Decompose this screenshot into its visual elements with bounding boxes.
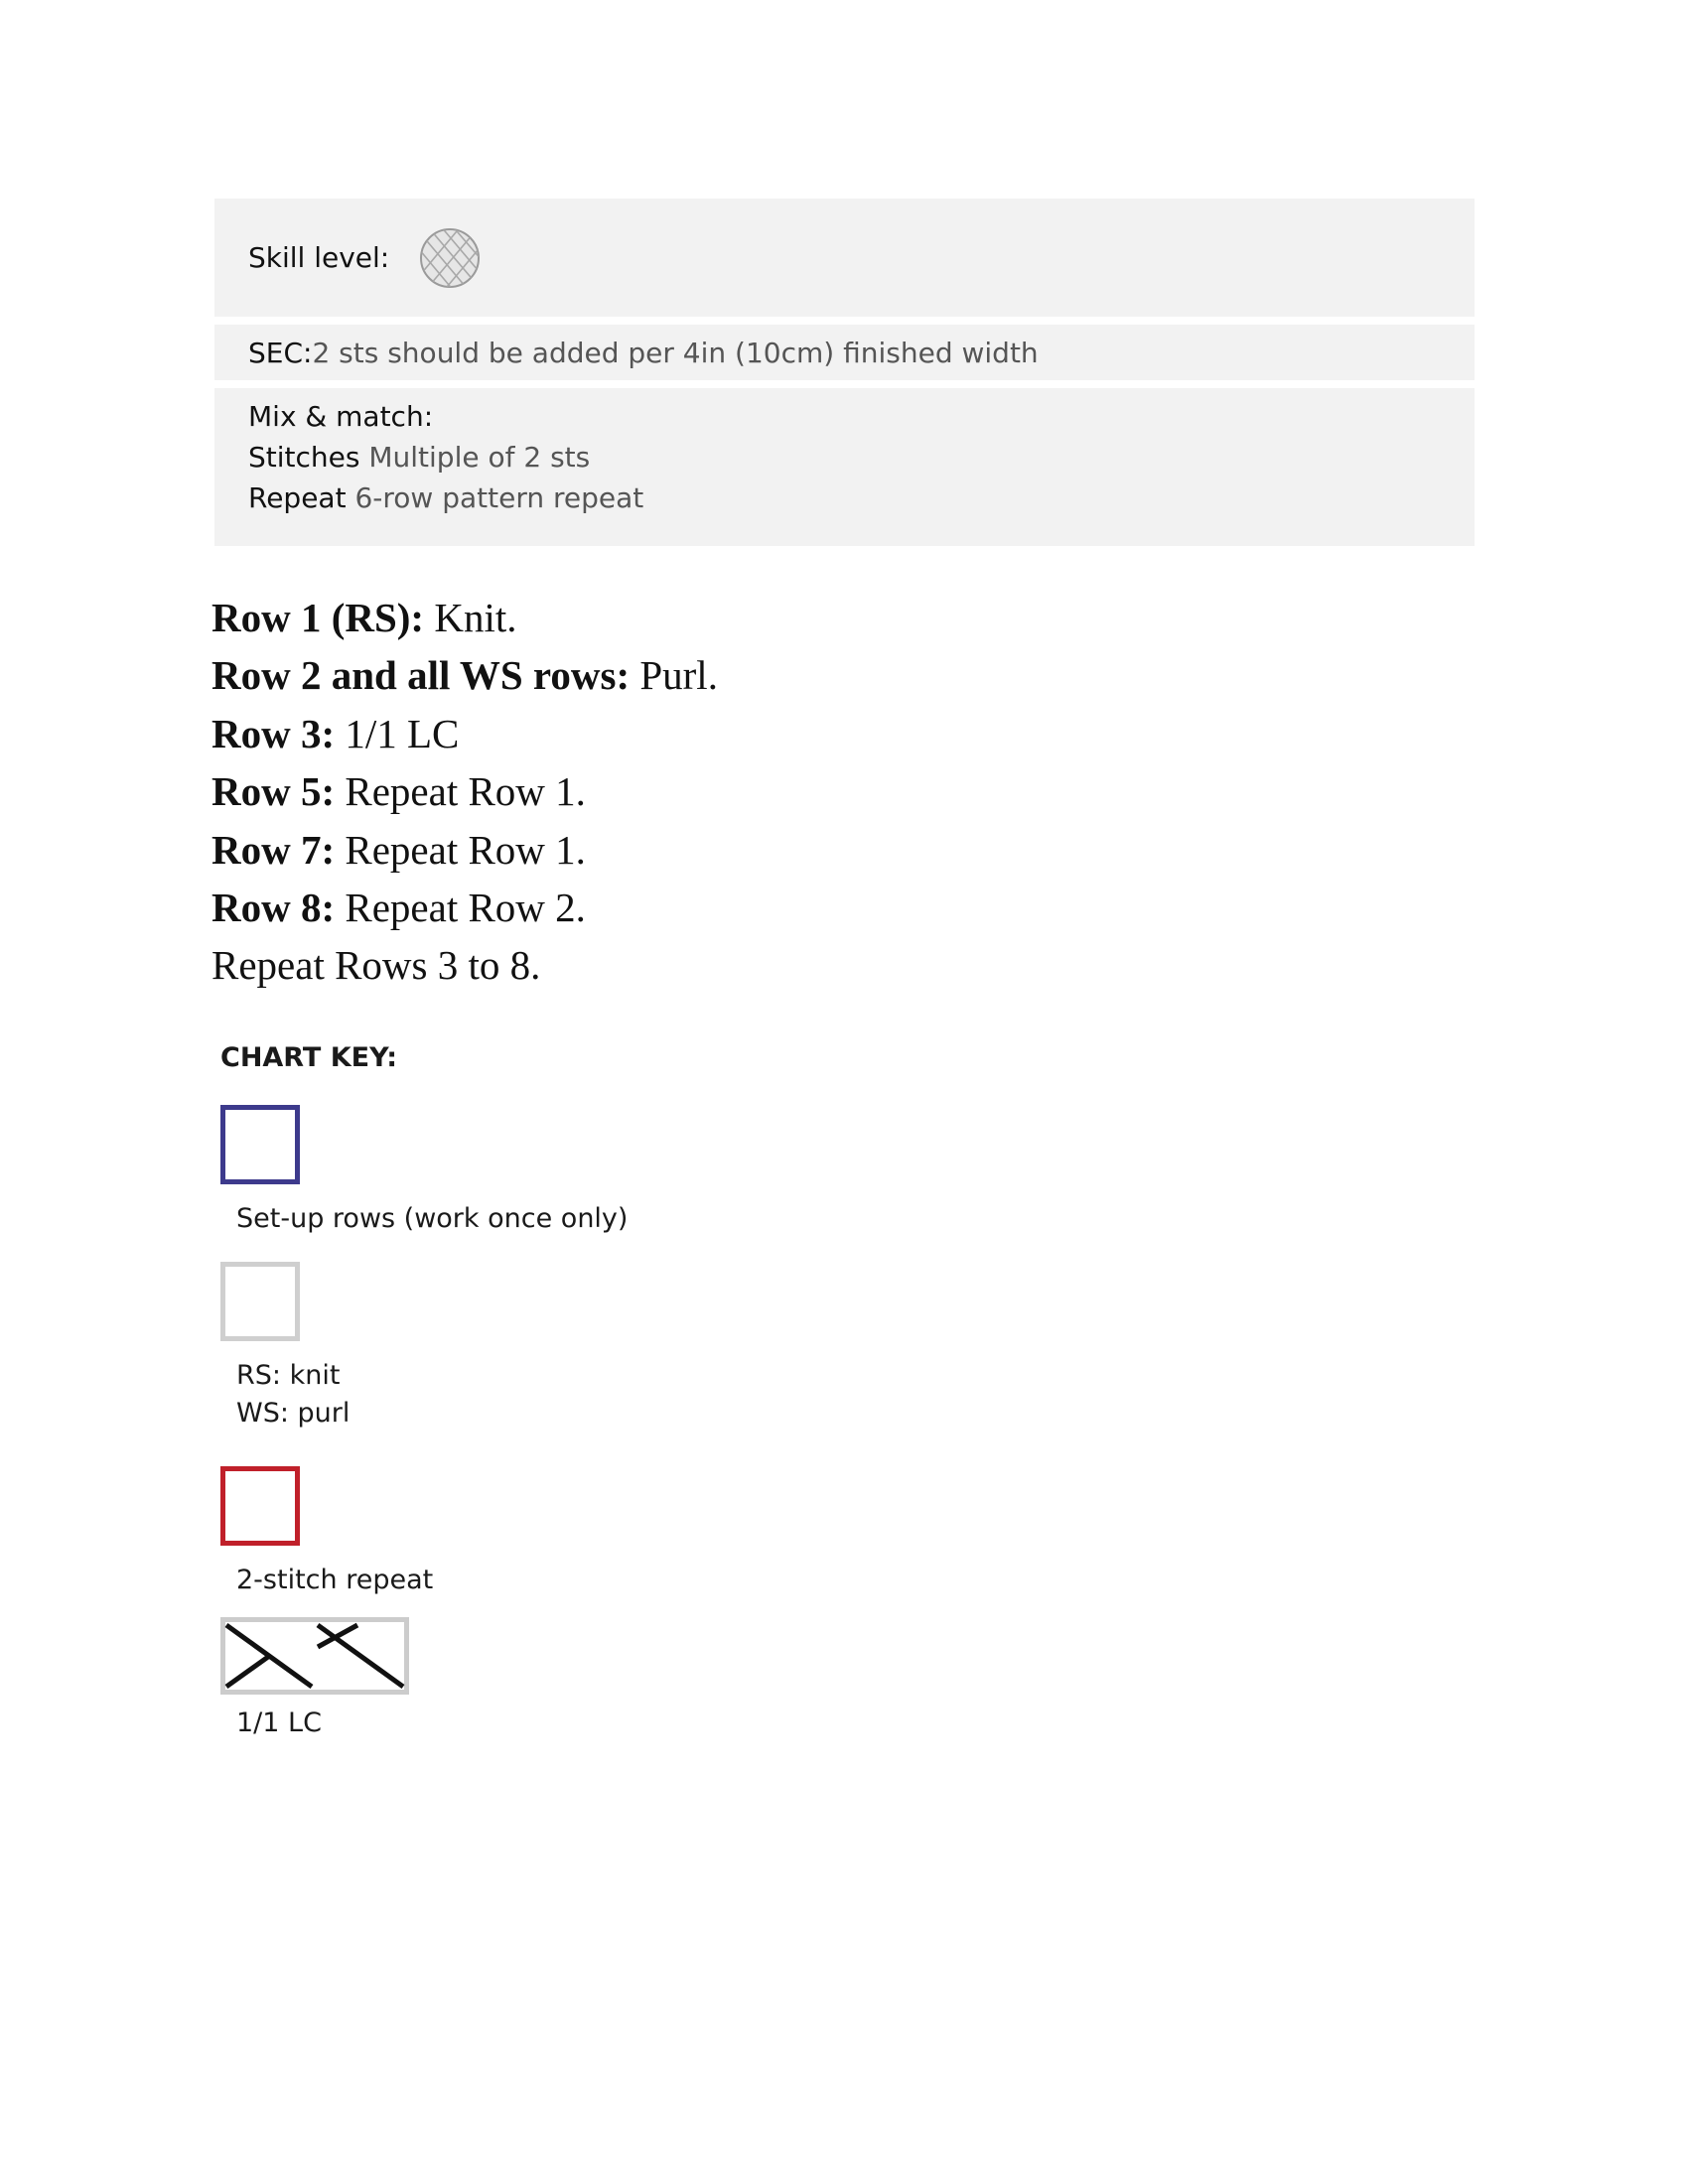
row-instruction — [211, 821, 718, 879]
key-label: Set-up rows (work once only) — [236, 1203, 629, 1234]
row-text: Repeat Row 1. — [335, 826, 586, 873]
row-text: Repeat Row 2. — [335, 884, 586, 930]
sec-text: 2 sts should be added per 4in (10cm) finished width — [312, 336, 1039, 369]
stitches-line — [248, 437, 1441, 478]
left-cross-icon — [220, 1617, 409, 1695]
key-label: 1/1 LC — [236, 1707, 322, 1738]
sec-label: SEC: — [248, 336, 313, 369]
row-instruction — [211, 762, 718, 820]
pattern-rows — [211, 589, 718, 995]
row-text: Knit. — [424, 595, 517, 640]
stitches-text: Multiple of 2 sts — [359, 441, 591, 474]
row-label: Row 5: — [211, 768, 336, 815]
blue-square-icon — [220, 1105, 300, 1184]
row-instruction — [211, 879, 718, 936]
row-label: Row 8: — [211, 884, 336, 930]
row-text: Repeat Rows 3 to 8. — [211, 942, 541, 989]
mix-match-row — [214, 388, 1475, 546]
key-item-knit-purl — [220, 1262, 628, 1433]
grey-square-icon — [220, 1262, 300, 1341]
row-instruction — [211, 646, 718, 704]
row-text: Repeat Row 1. — [335, 768, 586, 815]
skill-level-row — [214, 199, 1475, 317]
pattern-info-box — [214, 199, 1475, 546]
chart-key — [220, 1042, 628, 1742]
key-label: RS: knit — [236, 1360, 341, 1391]
repeat-label: Repeat — [248, 481, 347, 514]
repeat-line — [248, 478, 1441, 518]
stitches-label: Stitches — [248, 441, 360, 474]
key-item-setup-rows — [220, 1105, 628, 1238]
skill-level-label: Skill level: — [248, 241, 390, 274]
red-square-icon — [220, 1466, 300, 1546]
yarn-ball-icon — [419, 227, 481, 289]
row-text: 1/1 LC — [335, 710, 460, 756]
chart-key-title: CHART KEY: — [220, 1042, 398, 1073]
row-label: Row 2 and all WS rows: — [211, 652, 631, 699]
key-label: 2-stitch repeat — [236, 1565, 434, 1595]
repeat-text: 6-row pattern repeat — [346, 481, 644, 514]
mix-match-title: Mix & match: — [248, 400, 434, 433]
key-label-secondary: WS: purl — [236, 1398, 351, 1429]
row-instruction — [211, 705, 718, 762]
row-instruction — [211, 936, 718, 994]
sec-row — [214, 325, 1475, 380]
row-label: Row 7: — [211, 826, 336, 873]
row-label: Row 3: — [211, 710, 336, 756]
row-instruction — [211, 589, 718, 646]
row-text: Purl. — [630, 652, 718, 699]
key-item-left-cross — [220, 1617, 628, 1742]
row-label: Row 1 (RS): — [211, 595, 425, 640]
key-item-stitch-repeat — [220, 1466, 628, 1599]
